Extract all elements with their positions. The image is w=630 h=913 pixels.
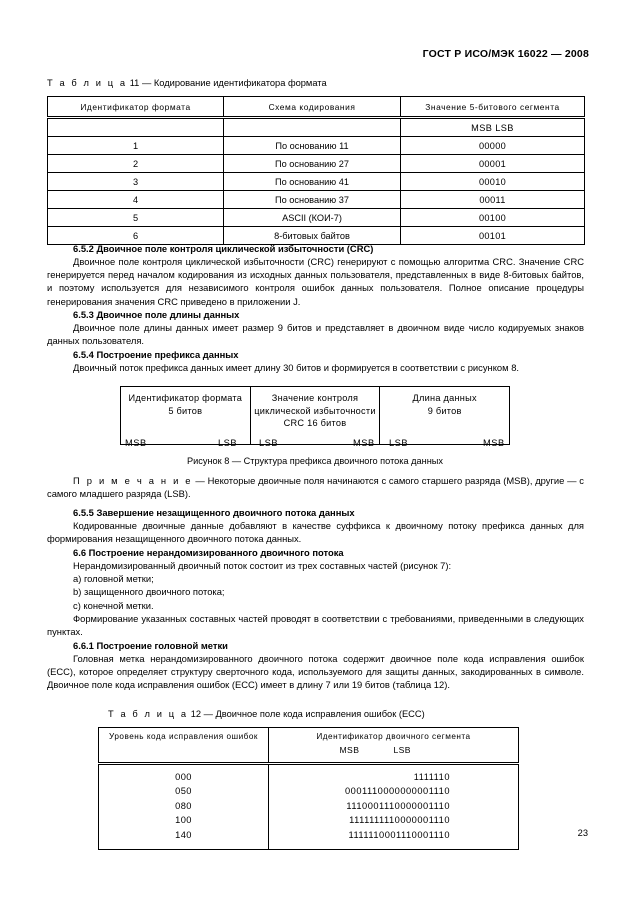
- table12-segment: 0001110000000001110: [345, 786, 450, 797]
- table11-msblsb-row: [48, 118, 585, 137]
- section-6-5-5: [47, 506, 584, 545]
- page-number: 23: [577, 828, 588, 838]
- note-body: — Некоторые двоичные поля начинаются с самого старшего разряда (MSB), другие — с самого младшего разряда (LSB).: [47, 475, 584, 500]
- figure8-cell-sub: 9 битов: [427, 405, 462, 416]
- table11-cell-value: 00011: [401, 191, 585, 209]
- table11-cell-scheme: ASCII (КОИ-7): [224, 209, 401, 227]
- table-row: [48, 173, 585, 191]
- table12-segment: 1111111110000001110: [349, 815, 450, 826]
- table11-cell-scheme: 8-битовых байтов: [224, 227, 401, 245]
- table12-caption-number: 12: [190, 709, 202, 719]
- table11-caption-label: Т а б л и ц а: [47, 78, 128, 88]
- figure8-prefix-structure: [120, 386, 510, 445]
- section-6-5-3-body: Двоичное поле длины данных имеет размер 9 битов и представляет в двоичном виде число кодируемых знаков данных пользователя.: [47, 322, 584, 347]
- figure8-bit-label-lsb-2: LSB: [259, 438, 279, 448]
- section-6-6-heading: 6.6 Построение нерандомизированного двоичного потока: [73, 547, 344, 558]
- table-row: [48, 137, 585, 155]
- table11-cell-id: 2: [48, 155, 224, 173]
- table12-segment: 1110001110000001110: [346, 800, 450, 811]
- table12-level: 140: [175, 829, 192, 840]
- section-6-5-4-heading: 6.5.4 Построение префикса данных: [73, 349, 239, 360]
- figure8-cell-title: Идентификатор формата: [128, 393, 243, 403]
- note-block: [47, 474, 584, 500]
- table12-col-header-segment: [269, 728, 519, 764]
- section-6-5-4: [47, 348, 584, 374]
- table11-cell-value: 00100: [401, 209, 585, 227]
- section-6-6-intro: Нерандомизированный двоичный поток состоит из трех составных частей (рисунок 7):: [73, 560, 452, 572]
- figure8-bit-order-labels: [120, 438, 510, 452]
- table11-msblsb-scheme: [224, 118, 401, 137]
- table12-header-row: [99, 728, 519, 764]
- figure8-bit-label-lsb-1: LSB: [218, 438, 238, 448]
- section-6-5-3: [47, 308, 584, 347]
- table12-segments-cell: [269, 764, 519, 850]
- note-label: П р и м е ч а н и е: [73, 475, 193, 486]
- table12-segment: 1111110: [413, 772, 450, 782]
- table11-cell-id: 4: [48, 191, 224, 209]
- table11-cell-id: 6: [48, 227, 224, 245]
- figure8-caption: Рисунок 8 — Структура префикса двоичного потока данных: [187, 456, 443, 466]
- table11-cell-scheme: По основанию 41: [224, 173, 401, 191]
- table12-level: 080: [175, 800, 192, 811]
- table12-segment: 1111110001110001110: [348, 829, 450, 840]
- figure8-cell-crc: [250, 387, 380, 444]
- note-paragraph: [47, 474, 584, 500]
- table11-cell-value: 00000: [401, 137, 585, 155]
- figure8-cell-sub: 5 битов: [168, 405, 203, 416]
- table11-msblsb-value: MSB LSB: [401, 118, 585, 137]
- table-row: [48, 155, 585, 173]
- table11-cell-scheme: По основанию 11: [224, 137, 401, 155]
- table11-cell-id: 5: [48, 209, 224, 227]
- table12-caption: [108, 709, 425, 719]
- table11-cell-scheme: По основанию 37: [224, 191, 401, 209]
- section-6-5-2: [47, 242, 584, 308]
- standard-header: ГОСТ Р ИСО/МЭК 16022 — 2008: [422, 48, 589, 60]
- table11-msblsb-id: [48, 118, 224, 137]
- section-6-5-2-heading: 6.5.2 Двоичное поле контроля циклической избыточности (CRC): [73, 243, 374, 254]
- section-6-6: [47, 546, 584, 638]
- table11-format-identifier-encoding: [47, 96, 585, 245]
- table12-body-row-group: [99, 764, 519, 850]
- table12-msb-label: MSB: [339, 745, 360, 755]
- table12-levels-cell: [99, 764, 269, 850]
- table11-col-header-value: Значение 5-битового сегмента: [401, 97, 585, 118]
- table11-col-header-id: Идентификатор формата: [48, 97, 224, 118]
- table11-cell-id: 1: [48, 137, 224, 155]
- table12-col-header-segment-text: Идентификатор двоичного сегмента: [316, 732, 471, 741]
- figure8-bit-label-lsb-3: LSB: [389, 438, 409, 448]
- table11-cell-value: 00001: [401, 155, 585, 173]
- list-item: b) защищенного двоичного потока;: [73, 586, 225, 598]
- table12-col-header-level: Уровень кода исправления ошибок: [99, 728, 269, 764]
- figure8-bit-label-msb-1: MSB: [125, 438, 147, 448]
- table12-caption-label: Т а б л и ц а: [108, 709, 189, 719]
- table-row: [48, 209, 585, 227]
- list-item: c) конечной метки.: [73, 599, 154, 611]
- table11-cell-scheme: По основанию 27: [224, 155, 401, 173]
- section-6-5-3-heading: 6.5.3 Двоичное поле длины данных: [73, 309, 240, 320]
- table12-level: 100: [175, 815, 192, 826]
- section-6-5-4-body: Двоичный поток префикса данных имеет длину 30 битов и формируется в соответствии с рисунком 8.: [73, 362, 520, 374]
- figure8-bit-label-msb-3: MSB: [483, 438, 505, 448]
- table11-caption: [47, 78, 327, 88]
- table11-cell-id: 3: [48, 173, 224, 191]
- table12-lsb-label: LSB: [393, 745, 411, 755]
- section-6-6-1: [47, 639, 584, 692]
- table11-caption-text: — Кодирование идентификатора формата: [141, 78, 327, 88]
- section-6-6-1-body: Головная метка нерандомизированного двоичного потока содержит двоичное поле кода исправления ошибок (ECC), которое определяет структуру сверточного кода, используемого для защиты данных, закодированных в символе. Двоичное поле кода исправления ошибок (ECC) имеет в длину 7 или 19 битов (таблица 12).: [47, 653, 584, 691]
- table12-col-header-bitorder: [269, 745, 518, 755]
- list-item: a) головной метки;: [73, 573, 154, 585]
- table12-level: 000: [175, 772, 192, 782]
- table11-cell-value: 00010: [401, 173, 585, 191]
- table12-ecc-binary-field: [98, 727, 519, 850]
- table-row: [48, 191, 585, 209]
- table11-col-header-scheme: Схема кодирования: [224, 97, 401, 118]
- section-6-5-5-body: Кодированные двоичные данные добавляют в качестве суффикса к двоичному потоку префикса данных для формирования незащищенного двоичного потока данных.: [47, 520, 584, 545]
- section-6-6-outro: Формирование указанных составных частей проводят в соответствии с требованиями, приведенными в следующих пунктах.: [47, 612, 584, 637]
- figure8-cell-title: Значение контроля циклической избыточности CRC 16 битов: [254, 393, 376, 429]
- table12-caption-text: — Двоичное поле кода исправления ошибок (ECC): [203, 709, 425, 719]
- table12-level: 050: [175, 786, 192, 797]
- section-6-5-2-body: Двоичное поле контроля циклической избыточности (CRC) генерируют с помощью алгоритма CRC. Значение CRC генерируется перед началом кодирования из исходных данных пользователя, представленных в виде 8-битовых байтов, и поэтому используется для независимого контроля ошибок данных пользователя. Полное описание процедуры генерирования значения CRC приведено в приложении J.: [47, 256, 584, 307]
- figure8-cell-title: Длина данных: [412, 393, 477, 403]
- table11-header-row: [48, 97, 585, 118]
- section-6-6-1-heading: 6.6.1 Построение головной метки: [73, 640, 228, 651]
- figure8-cell-format-identifier: [121, 387, 250, 444]
- section-6-5-5-heading: 6.5.5 Завершение незащищенного двоичного потока данных: [73, 507, 355, 518]
- figure8-bit-label-msb-2: MSB: [353, 438, 375, 448]
- table11-caption-number: 11: [129, 78, 140, 88]
- figure8-cell-data-length: [379, 387, 509, 444]
- table11-cell-value: 00101: [401, 227, 585, 245]
